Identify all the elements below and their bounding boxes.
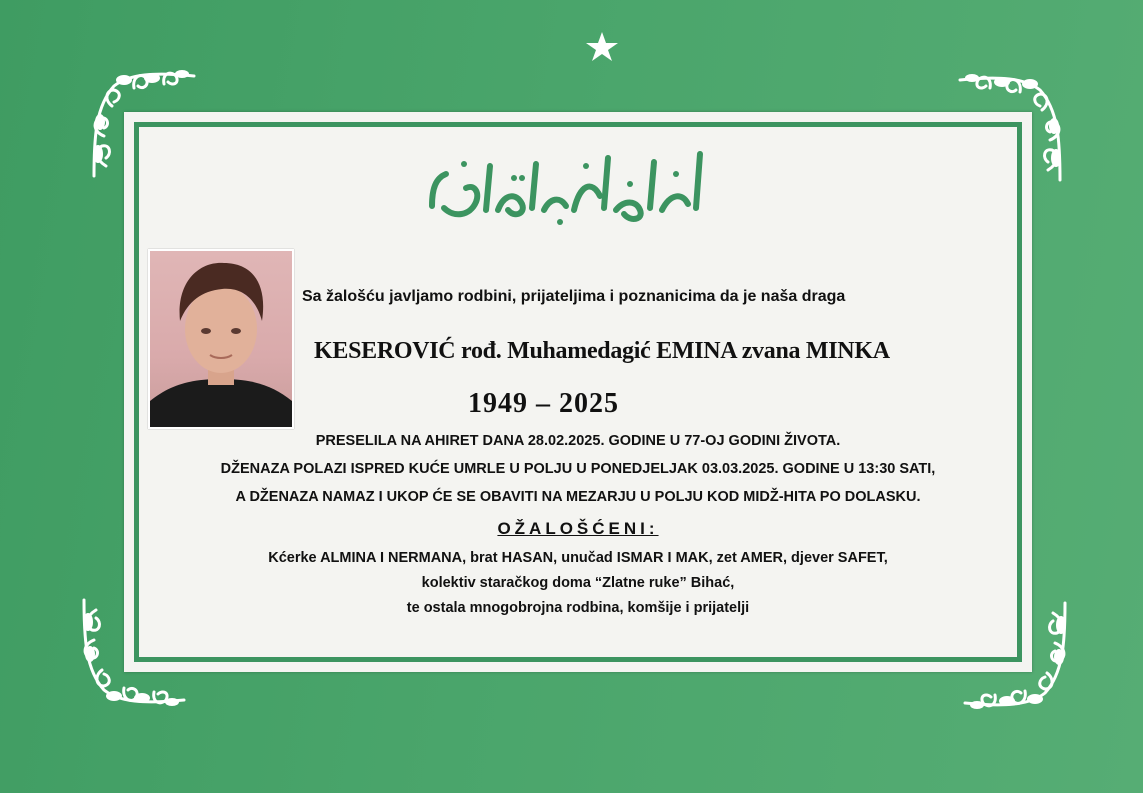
mourners-line: te ostala mnogobrojna rodbina, komšije i prijatelji	[406, 600, 750, 616]
deceased-photo	[148, 249, 294, 429]
calligraphy-icon	[424, 144, 714, 230]
intro-text: Sa žalošću javljamo rodbini, prijateljima i poznanicima da je naša draga	[302, 288, 846, 305]
deceased-name: KESEROVIĆ rođ. Muhamedagić EMINA zvana MINKA	[314, 338, 890, 364]
mourners-line: Kćerke ALMINA I NERMANA, brat HASAN, unučad ISMAR I MAK, zet AMER, djever SAFET,	[268, 550, 888, 566]
obituary-card	[124, 112, 1032, 672]
detail-line: PRESELILA NA AHIRET DANA 28.02.2025. GODINE U 77-OJ GODINI ŽIVOTA.	[315, 433, 841, 449]
detail-line: A DŽENAZA NAMAZ I UKOP ĆE SE OBAVITI NA MEZARJU U POLJU KOD MIDŽ-HITA PO DOLASKU.	[235, 489, 921, 505]
mourners-line: kolektiv staračkog doma “Zlatne ruke” Bihać,	[421, 575, 735, 591]
life-years: 1949 – 2025	[468, 388, 619, 419]
detail-line: DŽENAZA POLAZI ISPRED KUĆE UMRLE U POLJU U PONEDJELJAK 03.03.2025. GODINE U 13:30 SATI,	[220, 461, 936, 477]
mourners-heading: OŽALOŠĆENI:	[497, 519, 659, 538]
crescent-star-icon	[528, 10, 628, 102]
